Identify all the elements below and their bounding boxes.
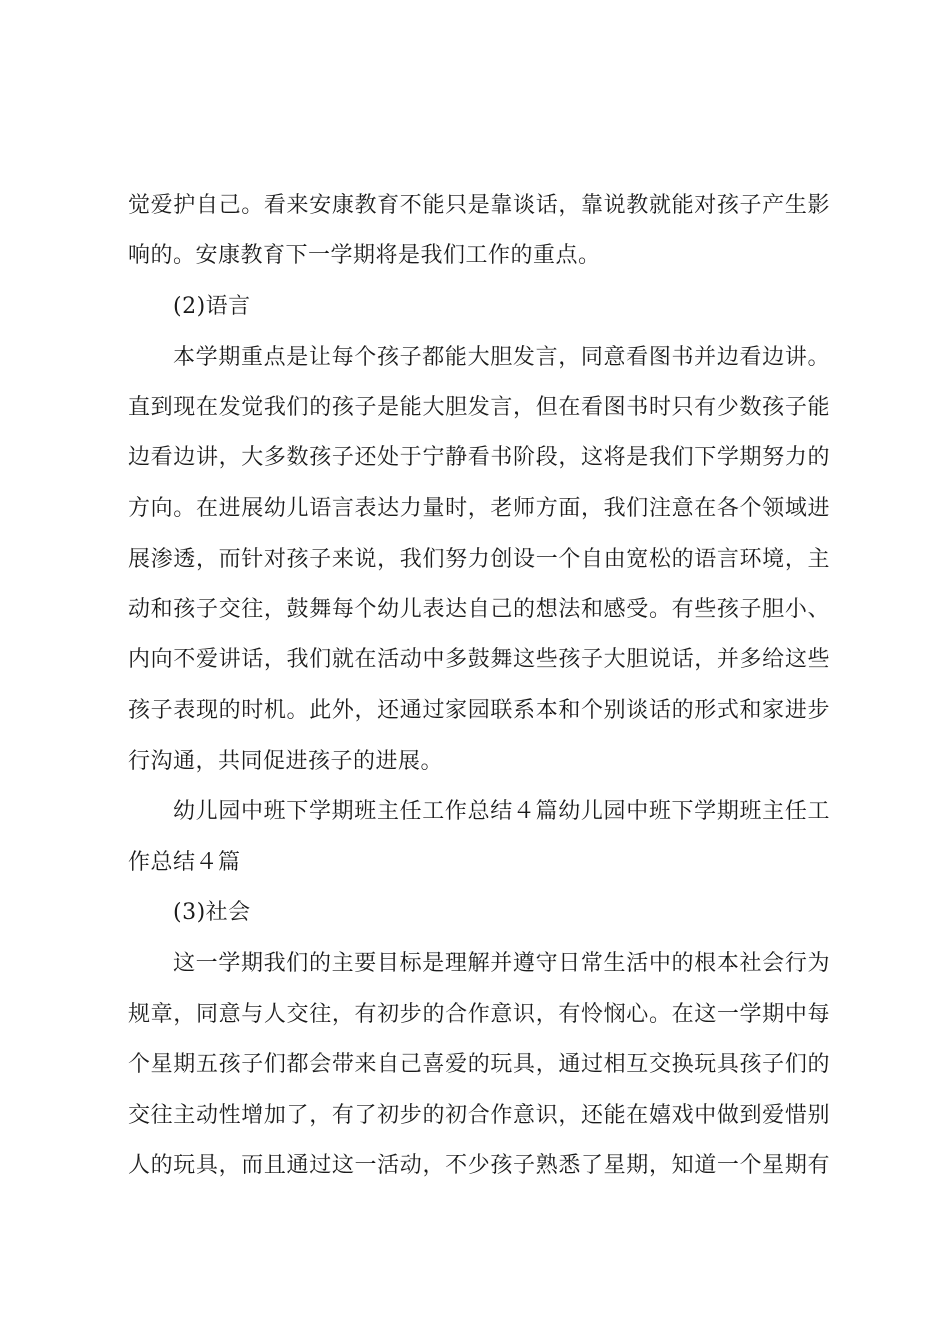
body-line: 方向。在进展幼儿语言表达力量时，老师方面，我们注意在各个领域进	[128, 496, 830, 521]
body-line: 这一学期我们的主要目标是理解并遵守日常生活中的根本社会行为	[173, 951, 830, 976]
body-line: 响的。安康教育下一学期将是我们工作的重点。	[128, 243, 601, 268]
body-line: 孩子表现的时机。此外，还通过家园联系本和个别谈话的形式和家进步	[128, 698, 830, 723]
body-line: 动和孩子交往，鼓舞每个幼儿表达自己的想法和感受。有些孩子胆小、	[128, 597, 830, 622]
body-line: 内向不爱讲话，我们就在活动中多鼓舞这些孩子大胆说话，并多给这些	[128, 647, 830, 672]
body-line: 边看边讲，大多数孩子还处于宁静看书阶段，这将是我们下学期努力的	[128, 445, 830, 470]
body-line: 幼儿园中班下学期班主任工作总结４篇幼儿园中班下学期班主任工	[173, 799, 830, 824]
body-line: 行沟通，共同促进孩子的进展。	[128, 749, 444, 774]
body-line: 直到现在发觉我们的孩子是能大胆发言，但在看图书时只有少数孩子能	[128, 395, 830, 420]
body-line: 觉爱护自己。看来安康教育不能只是靠谈话，靠说教就能对孩子产生影	[128, 193, 830, 218]
body-line: 展渗透，而针对孩子来说，我们努力创设一个自由宽松的语言环境，主	[128, 547, 830, 572]
body-line: 本学期重点是让每个孩子都能大胆发言，同意看图书并边看边讲。	[173, 345, 830, 370]
body-line: 交往主动性增加了，有了初步的初合作意识，还能在嬉戏中做到爱惜别	[128, 1103, 830, 1128]
body-line: 作总结４篇	[128, 850, 241, 875]
body-line: 个星期五孩子们都会带来自己喜爱的玩具，通过相互交换玩具孩子们的	[128, 1052, 830, 1077]
body-line: 规章，同意与人交往，有初步的合作意识，有怜悯心。在这一学期中每	[128, 1002, 830, 1027]
section-heading: (3)社会	[173, 900, 251, 925]
section-heading: (2)语言	[173, 294, 251, 319]
body-line: 人的玩具，而且通过这一活动，不少孩子熟悉了星期，知道一个星期有	[128, 1153, 830, 1178]
